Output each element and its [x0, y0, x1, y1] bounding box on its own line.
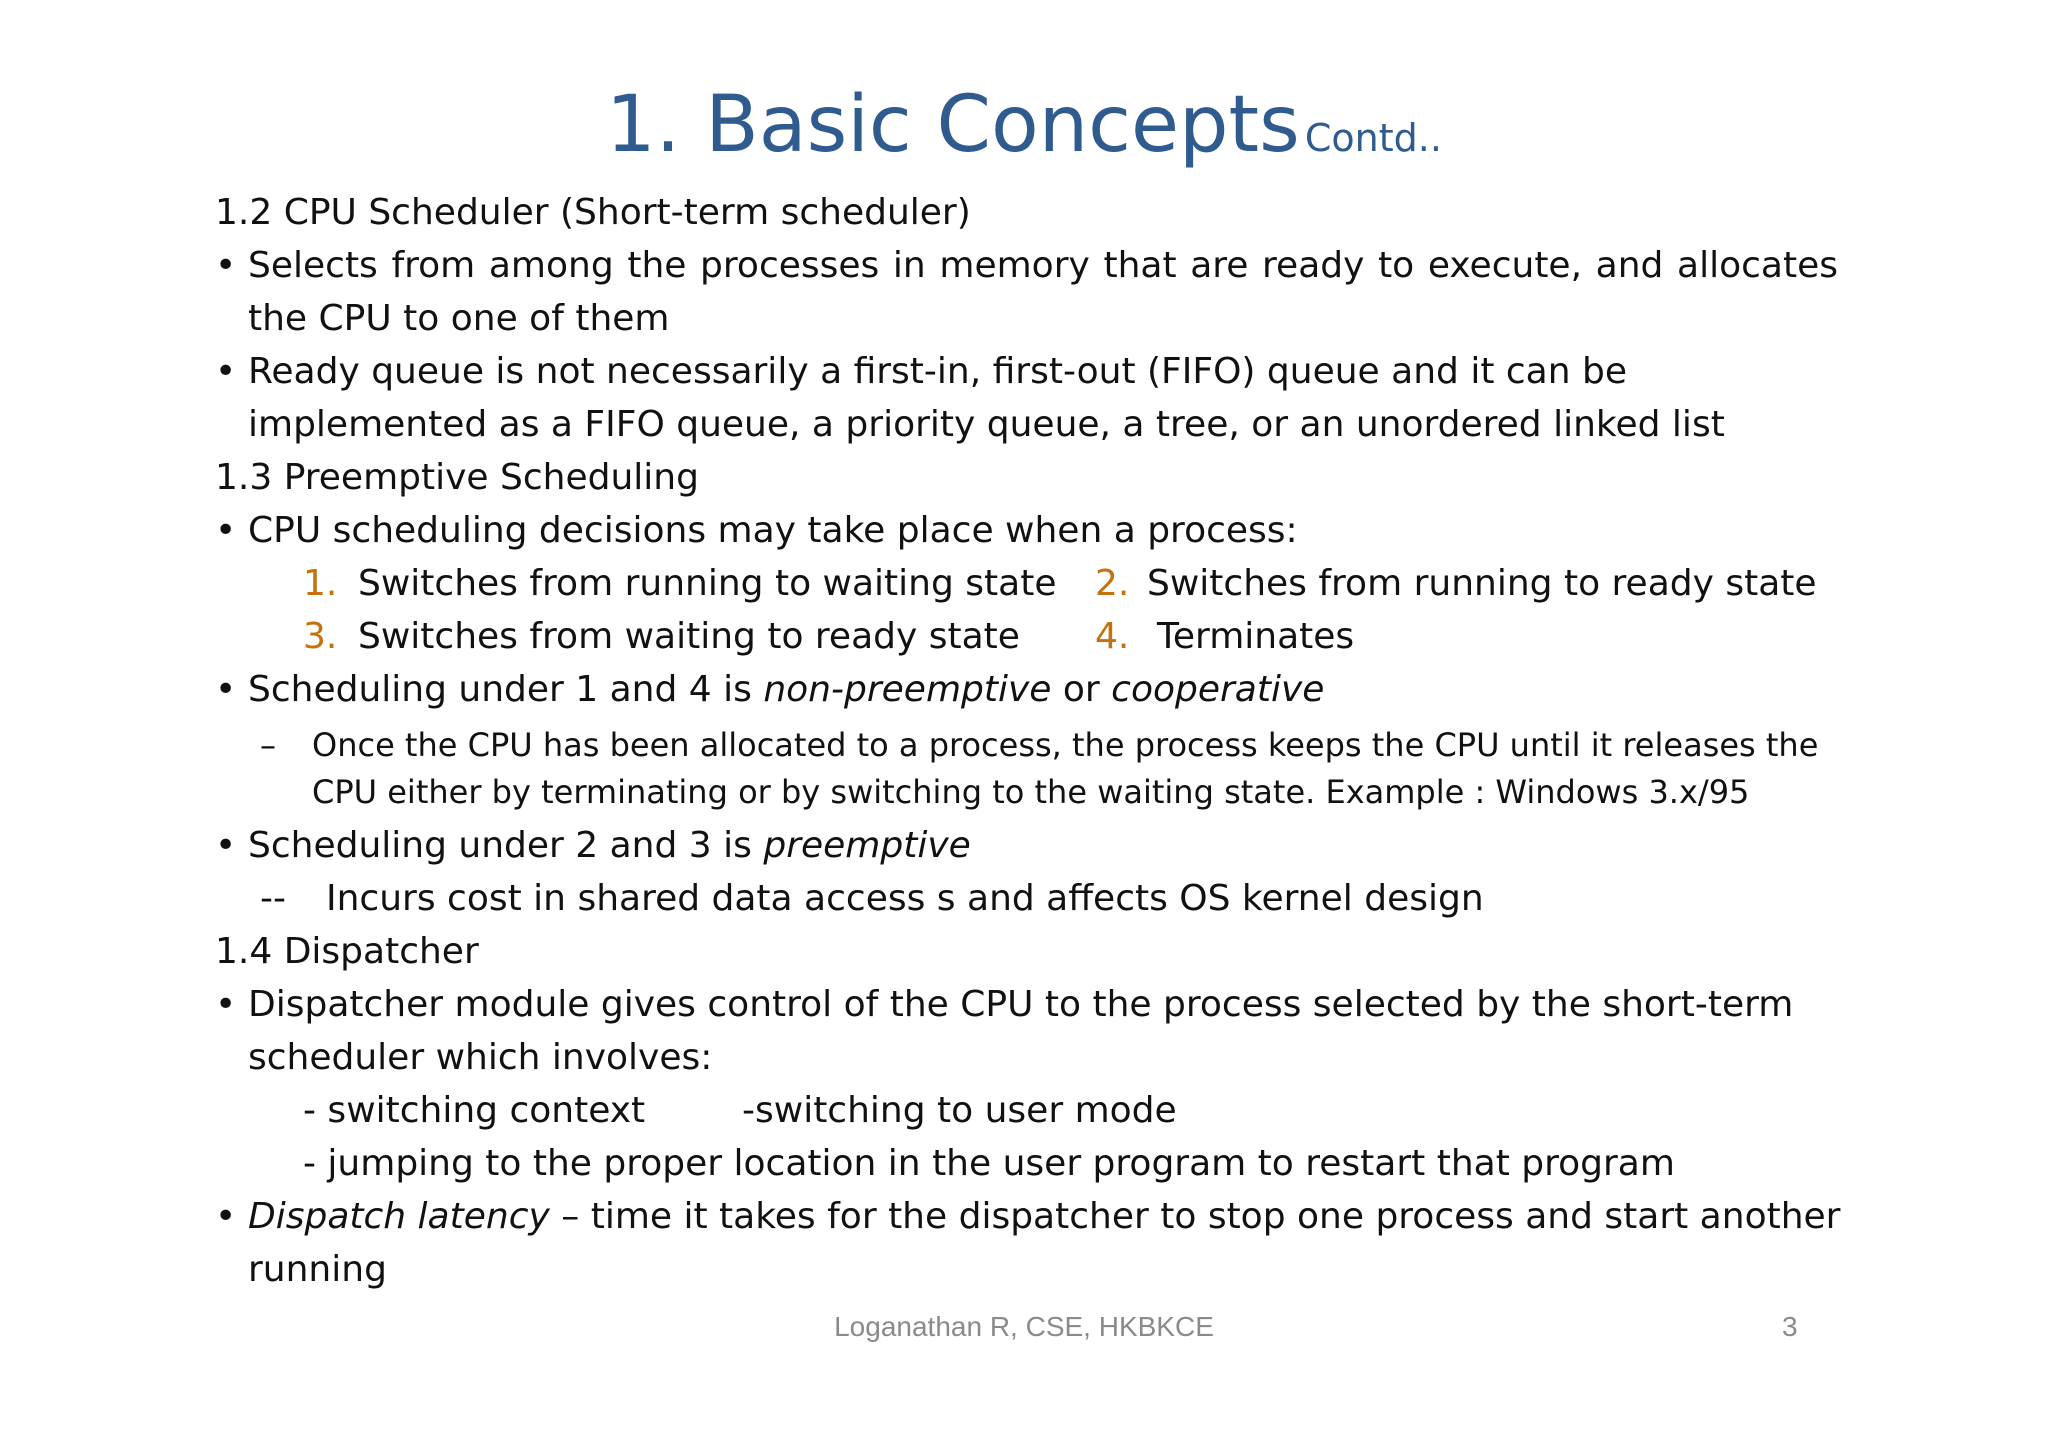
- heading-preemptive-scheduling: 1.3 Preemptive Scheduling: [215, 457, 699, 498]
- bullet-text: [248, 819, 971, 872]
- dispatcher-item: -switching to user mode: [742, 1090, 1177, 1131]
- term-non-preemptive: non-preemptive: [763, 669, 1052, 710]
- title-main: 1. Basic Concepts: [606, 80, 1300, 170]
- term-dispatch-latency: Dispatch latency: [248, 1196, 550, 1237]
- bullet-text: Selects from among the processes in memory that are ready to execute, and allocates: [248, 245, 1838, 286]
- bullet-text: [248, 1190, 1840, 1243]
- term-cooperative: cooperative: [1111, 669, 1325, 710]
- term-preemptive: preemptive: [763, 825, 971, 866]
- sub-dash: –: [260, 726, 276, 764]
- text-run: Scheduling under 1 and 4 is: [248, 669, 764, 710]
- sub-bullet-text: Incurs cost in shared data access s and affects OS kernel design: [326, 878, 1484, 919]
- text-run: Scheduling under 2 and 3 is: [248, 825, 764, 866]
- bullet-text: [248, 663, 1324, 716]
- sub-bullet-text: Once the CPU has been allocated to a process, the process keeps the CPU until it releases the: [312, 726, 1819, 764]
- page-number: 3: [1782, 1311, 1798, 1342]
- dispatcher-item: - switching context: [303, 1090, 646, 1131]
- bullet-marker: •: [215, 1196, 237, 1237]
- bullet-marker: •: [215, 510, 237, 551]
- case-number: 1.: [303, 563, 338, 604]
- case-text: Terminates: [1157, 616, 1355, 657]
- bullet-marker: •: [215, 825, 237, 866]
- case-number: 2.: [1095, 563, 1130, 604]
- sub-dash: --: [260, 878, 286, 919]
- case-number: 4.: [1095, 616, 1130, 657]
- case-text: Switches from running to ready state: [1147, 563, 1817, 604]
- footer-author: Loganathan R, CSE, HKBKCE: [834, 1311, 1214, 1342]
- bullet-text-cont: running: [248, 1249, 387, 1290]
- title-subtitle: Contd..: [1304, 116, 1442, 160]
- bullet-marker: •: [215, 984, 237, 1025]
- text-run: – time it takes for the dispatcher to stop one process and start another: [549, 1196, 1841, 1237]
- slide-title: [0, 80, 2048, 170]
- heading-cpu-scheduler: 1.2 CPU Scheduler (Short-term scheduler): [215, 192, 971, 233]
- dispatcher-item: - jumping to the proper location in the user program to restart that program: [303, 1143, 1675, 1184]
- text-run: or: [1051, 669, 1112, 710]
- case-number: 3.: [303, 616, 338, 657]
- case-text: Switches from running to waiting state: [358, 563, 1057, 604]
- bullet-text: Ready queue is not necessarily a first-in, first-out (FIFO) queue and it can be: [248, 351, 1627, 392]
- heading-dispatcher: 1.4 Dispatcher: [215, 931, 479, 972]
- bullet-marker: •: [215, 669, 237, 710]
- bullet-text: CPU scheduling decisions may take place when a process:: [248, 510, 1298, 551]
- bullet-marker: •: [215, 351, 237, 392]
- sub-bullet-text-cont: CPU either by terminating or by switching to the waiting state. Example : Windows 3.x/95: [312, 773, 1750, 811]
- bullet-text-cont: the CPU to one of them: [248, 298, 670, 339]
- bullet-text: Dispatcher module gives control of the CPU to the process selected by the short-term: [248, 984, 1794, 1025]
- bullet-text-cont: implemented as a FIFO queue, a priority queue, a tree, or an unordered linked list: [248, 404, 1725, 445]
- bullet-text-cont: scheduler which involves:: [248, 1037, 713, 1078]
- bullet-marker: •: [215, 245, 237, 286]
- case-text: Switches from waiting to ready state: [358, 616, 1020, 657]
